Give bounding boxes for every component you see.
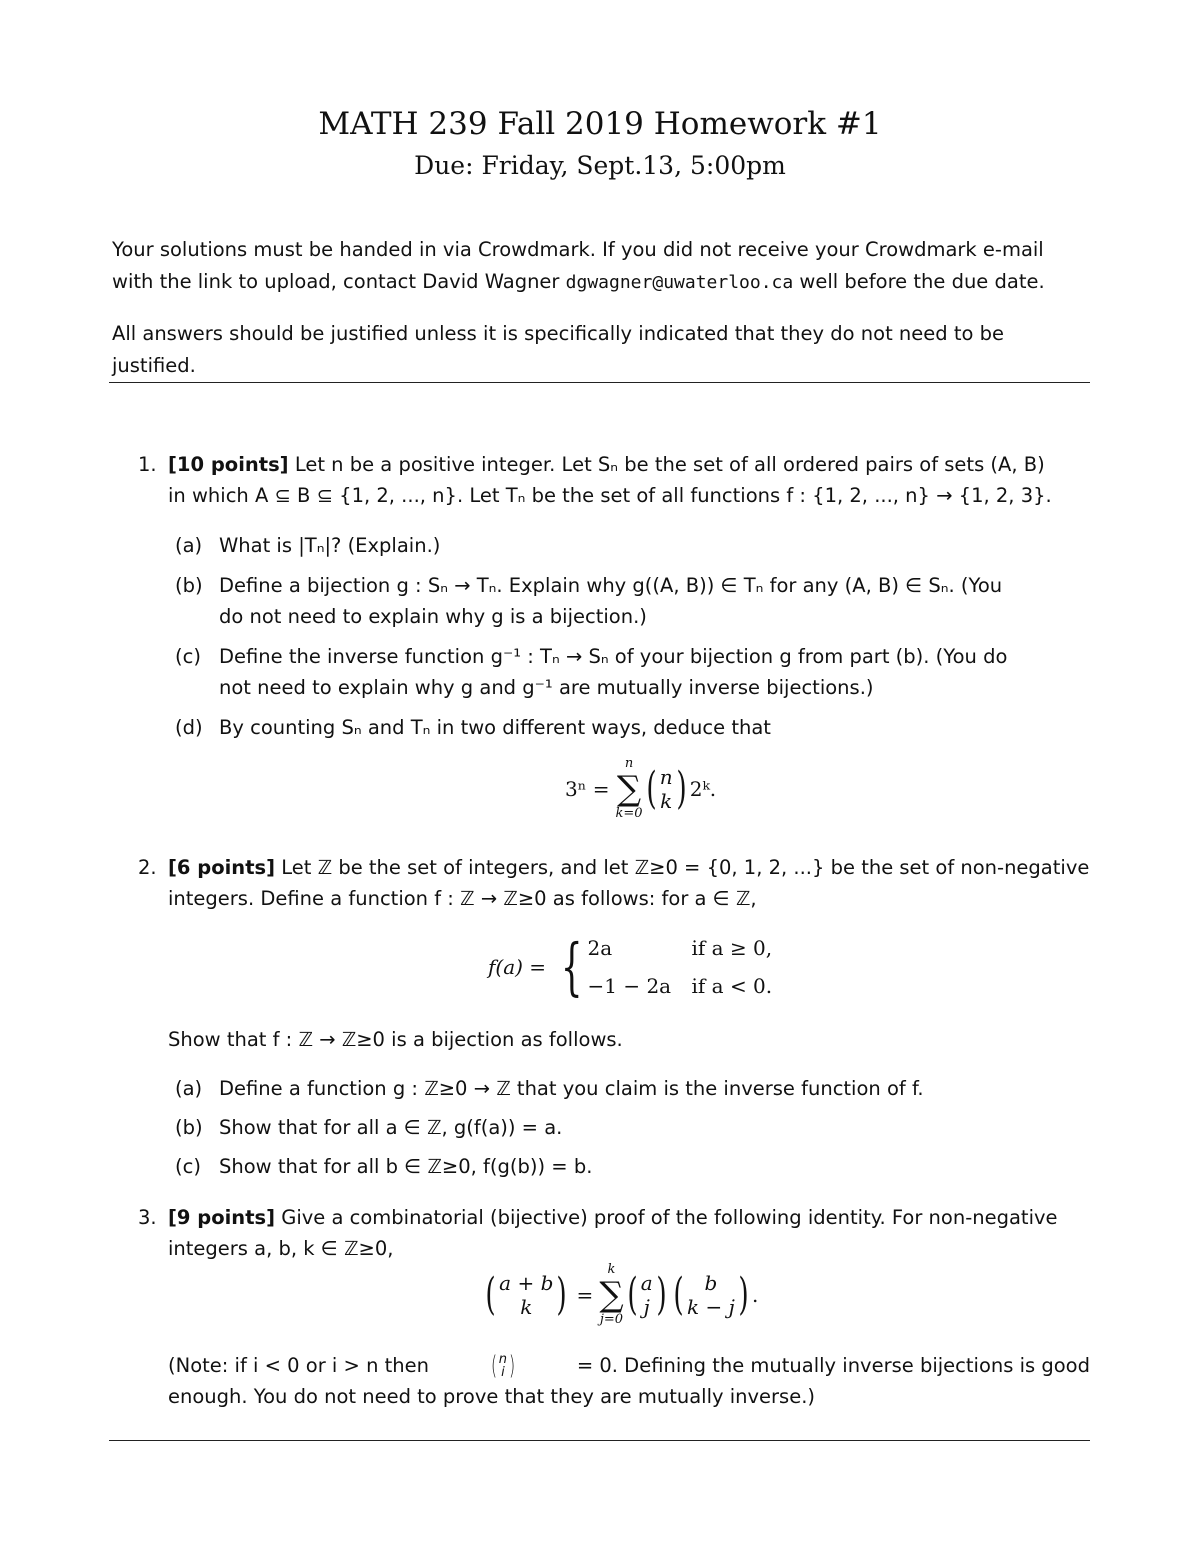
formula-2: [488, 932, 772, 1002]
binom-top: n: [659, 765, 673, 789]
problem-2-points: [6 points]: [168, 856, 276, 879]
part-label: (a): [175, 534, 203, 557]
summation-3: [599, 1262, 623, 1328]
problem-3: [138, 1202, 1090, 1264]
problem-1-points: [10 points]: [168, 453, 289, 476]
problem-2-part-b: [175, 1112, 1090, 1143]
formula-2-lhs: f(a) =: [488, 955, 547, 979]
intro-line-1: Your solutions must be handed in via Crowdmark. If you did not receive your Crowdmark e-mail: [112, 238, 1044, 261]
part-text-2: not need to explain why g and g⁻¹ are mutually inverse bijections.): [219, 676, 874, 699]
sum-upper-limit: n: [624, 756, 634, 771]
part-label: (a): [175, 1077, 203, 1100]
intro-line-2: [112, 266, 1092, 299]
part-text: Show that for all a ∈ ℤ, g(f(a)) = a.: [219, 1116, 563, 1139]
binom-top: a + b: [499, 1271, 554, 1295]
binom-top: n: [498, 1351, 508, 1367]
summation-1: [616, 756, 643, 822]
contact-email: dgwagner@uwaterloo.ca: [565, 272, 794, 293]
part-text: Define a function g : ℤ≥0 → ℤ that you claim is the inverse function of f.: [219, 1077, 924, 1100]
cases: [588, 933, 773, 1001]
formula-3: [482, 1262, 758, 1328]
problem-2-stem-2: integers. Define a function f : ℤ → ℤ≥0 as follows: for a ∈ ℤ,: [168, 887, 757, 910]
sigma-symbol: ∑: [599, 1275, 624, 1315]
brace: {: [560, 930, 583, 1003]
sum-lower-limit: k=0: [615, 806, 643, 821]
sum-lower-limit: j=0: [599, 1312, 624, 1327]
binomial-a-plus-b-k: ( a + b k ): [485, 1269, 568, 1320]
bottom-divider: [109, 1440, 1090, 1441]
binomial-b-k-minus-j: ( b k − j ): [673, 1269, 749, 1320]
problem-3-number: 3.: [138, 1206, 157, 1229]
formula-1-lhs: 3ⁿ =: [565, 777, 610, 801]
intro-line-2-post: well before the due date.: [793, 270, 1045, 293]
part-label: (d): [175, 716, 203, 739]
problem-1-part-c: [175, 641, 1090, 703]
part-label: (c): [175, 645, 201, 668]
part-text: What is |Tₙ|? (Explain.): [219, 534, 441, 557]
problem-3-stem-2: integers a, b, k ∈ ℤ≥0,: [168, 1237, 394, 1260]
problem-3-note: [168, 1350, 1090, 1412]
note-line-1: [168, 1350, 1090, 1381]
part-text-1: Define a bijection g : Sₙ → Tₙ. Explain why g((A, B)) ∈ Tₙ for any (A, B) ∈ Sₙ. (You: [219, 574, 1003, 597]
note-pre: (Note: if i < 0 or i > n then: [168, 1354, 429, 1377]
problem-2-part-c: [175, 1151, 1090, 1182]
note-line-2: enough. You do not need to prove that they are mutually inverse.): [168, 1385, 816, 1408]
case-1-condition: if a ≥ 0,: [691, 936, 773, 960]
case-2-value: −1 − 2a: [587, 974, 672, 998]
sum-upper-limit: k: [607, 1262, 616, 1277]
binomial-a-j: ( a j ): [627, 1269, 667, 1320]
problem-2-number: 2.: [138, 856, 157, 879]
part-label: (b): [175, 1116, 203, 1139]
binom-bottom: k: [520, 1295, 533, 1319]
intro-line-3: All answers should be justified unless it is specifically indicated that they do not need to be justified.: [112, 322, 1005, 377]
problem-1-number: 1.: [138, 453, 157, 476]
problem-2-stem-1: Let ℤ be the set of integers, and let ℤ≥0 = {0, 1, 2, ...} be the set of non-negative: [281, 856, 1090, 879]
case-2-condition: if a < 0.: [691, 974, 773, 998]
binom-bottom: i: [501, 1364, 505, 1380]
sigma-symbol: ∑: [616, 769, 642, 809]
case-1-value: 2a: [587, 936, 613, 960]
binom-top: a: [640, 1271, 653, 1295]
problem-1-line-1: [138, 449, 1090, 480]
binom-bottom: k: [660, 789, 673, 813]
due-date: Due: Friday, Sept.13, 5:00pm: [414, 151, 786, 180]
equals-sign: =: [576, 1283, 594, 1307]
part-text-2: do not need to explain why g is a bijection.): [219, 605, 647, 628]
problem-2: [138, 852, 1090, 914]
problem-2-show: Show that f : ℤ → ℤ≥0 is a bijection as follows.: [168, 1028, 623, 1051]
problem-1-part-a: [175, 530, 1090, 561]
top-divider: [109, 382, 1090, 383]
problem-1-part-d: [175, 712, 1090, 743]
part-label: (c): [175, 1155, 201, 1178]
problem-2-part-a: [175, 1073, 1090, 1104]
problem-3-points: [9 points]: [168, 1206, 276, 1229]
part-text: Show that for all b ∈ ℤ≥0, f(g(b)) = b.: [219, 1155, 593, 1178]
note-post: = 0. Defining the mutually inverse bijections is good: [576, 1354, 1090, 1377]
binom-bottom: k − j: [687, 1295, 735, 1319]
problem-3-stem-1: Give a combinatorial (bijective) proof of the following identity. For non-negative: [281, 1206, 1058, 1229]
formula-1-tail: 2ᵏ.: [689, 777, 717, 801]
binom-bottom: j: [643, 1295, 650, 1319]
binom-top: b: [704, 1271, 718, 1295]
page-title: MATH 239 Fall 2019 Homework #1: [318, 106, 882, 142]
note-binomial-n-i: ( n i ): [490, 1350, 516, 1381]
problem-1-part-b: [175, 570, 1090, 632]
formula-1: [565, 756, 716, 822]
formula-3-tail: .: [752, 1283, 759, 1307]
intro-line-2-pre: with the link to upload, contact David Wagner: [112, 270, 566, 293]
problem-1: [138, 449, 1090, 511]
part-text: By counting Sₙ and Tₙ in two different ways, deduce that: [219, 716, 771, 739]
part-label: (b): [175, 574, 203, 597]
part-text-1: Define the inverse function g⁻¹ : Tₙ → Sₙ of your bijection g from part (b). (You do: [219, 645, 1008, 668]
problem-1-stem-1: Let n be a positive integer. Let Sₙ be the set of all ordered pairs of sets (A, B): [294, 453, 1045, 476]
binomial-n-k: ( n k ): [645, 763, 687, 814]
problem-1-stem-2: in which A ⊆ B ⊆ {1, 2, ..., n}. Let Tₙ be the set of all functions f : {1, 2, ..., n} → {1, 2, 3}.: [168, 484, 1052, 507]
